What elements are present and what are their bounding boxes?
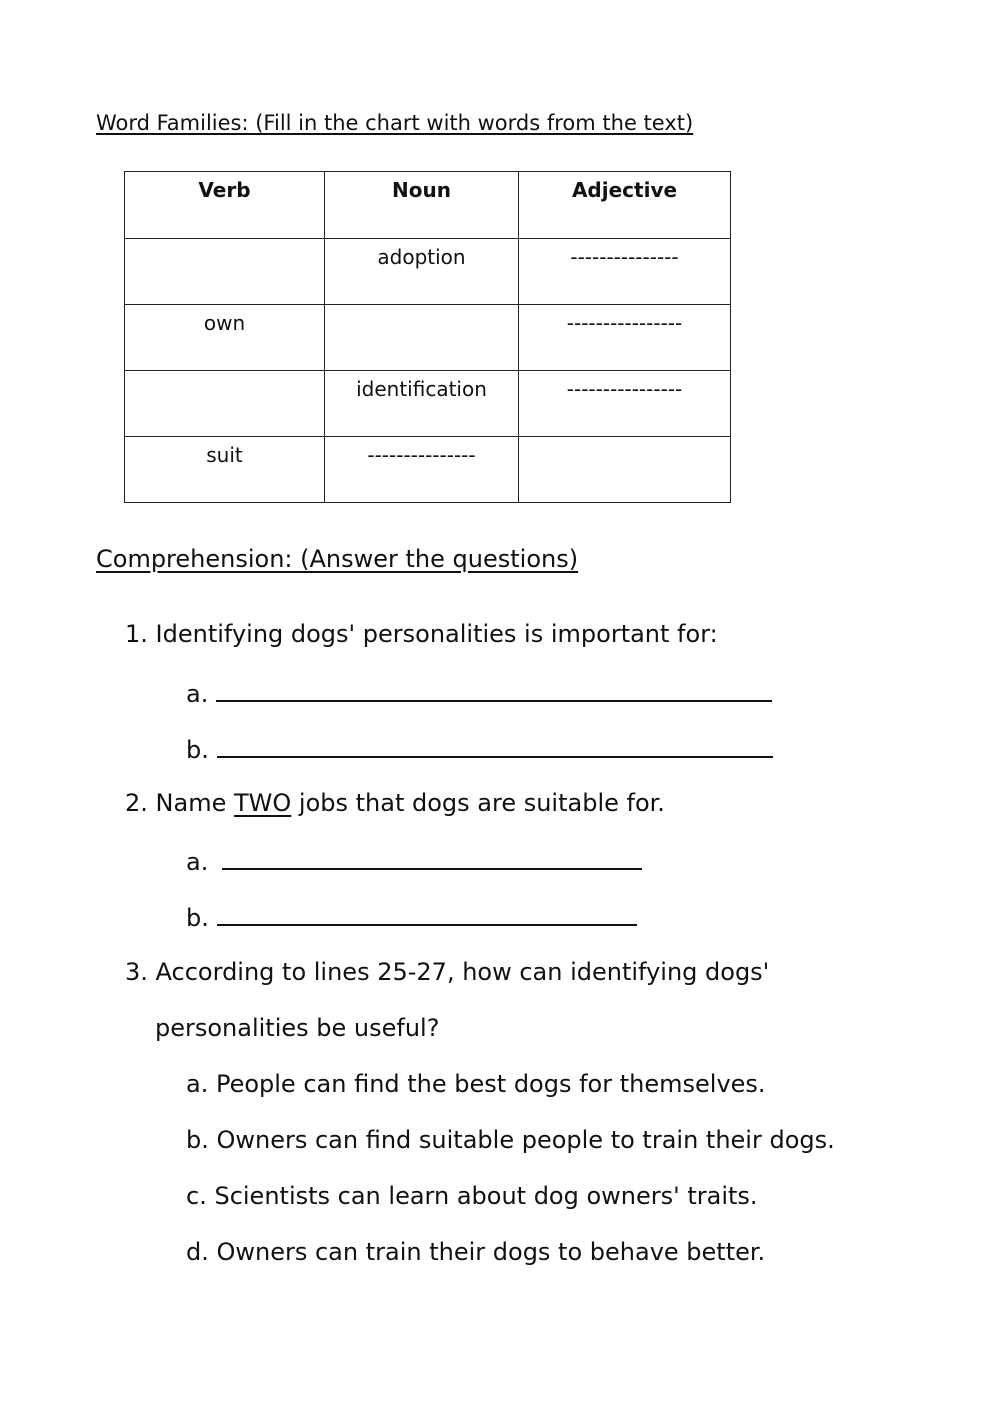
header-verb: Verb <box>125 172 325 239</box>
question-text: According to lines 25-27, how can identifying dogs' <box>155 958 770 986</box>
cell-verb: own <box>125 305 325 371</box>
option-letter: a. <box>186 848 209 876</box>
question-number: 2. <box>125 789 148 817</box>
answer-blank[interactable] <box>216 678 772 702</box>
q3-option-c[interactable]: c. Scientists can learn about dog owners' traits. <box>186 1182 758 1210</box>
cell-verb[interactable] <box>125 239 325 305</box>
q3-option-d[interactable]: d. Owners can train their dogs to behave better. <box>186 1238 766 1266</box>
q1-answer-b <box>186 734 773 764</box>
comprehension-heading: Comprehension: (Answer the questions) <box>96 545 579 573</box>
word-families-table <box>124 171 731 503</box>
cell-adjective: ---------------- <box>519 371 731 437</box>
cell-verb: suit <box>125 437 325 503</box>
question-2 <box>125 789 665 817</box>
table-row <box>125 371 731 437</box>
question-number: 1. <box>125 620 148 648</box>
question-text: Identifying dogs' personalities is important for: <box>155 620 718 648</box>
emphasis-two: TWO <box>233 789 292 817</box>
question-3 <box>125 958 769 986</box>
question-text: Name TWO jobs that dogs are suitable for. <box>155 789 665 817</box>
q3-option-a[interactable]: a. People can find the best dogs for themselves. <box>186 1070 766 1098</box>
option-letter: b. <box>186 736 209 764</box>
cell-adjective: --------------- <box>519 239 731 305</box>
word-families-heading: Word Families: (Fill in the chart with words from the text) <box>96 111 694 135</box>
cell-noun[interactable] <box>325 305 519 371</box>
q3-option-b[interactable]: b. Owners can find suitable people to train their dogs. <box>186 1126 835 1154</box>
table-header-row <box>125 172 731 239</box>
q1-answer-a <box>186 678 772 708</box>
answer-blank[interactable] <box>217 902 637 926</box>
question-1 <box>125 620 718 648</box>
q2-answer-b <box>186 902 637 932</box>
question-3-continued: personalities be useful? <box>155 1014 440 1042</box>
table-row <box>125 437 731 503</box>
q2-answer-a <box>186 846 642 876</box>
answer-blank[interactable] <box>217 734 773 758</box>
header-adjective: Adjective <box>519 172 731 239</box>
cell-adjective[interactable] <box>519 437 731 503</box>
cell-noun: adoption <box>325 239 519 305</box>
cell-adjective: ---------------- <box>519 305 731 371</box>
cell-verb[interactable] <box>125 371 325 437</box>
option-letter: a. <box>186 680 209 708</box>
table-row <box>125 305 731 371</box>
cell-noun: --------------- <box>325 437 519 503</box>
answer-blank[interactable] <box>222 846 642 870</box>
option-letter: b. <box>186 904 209 932</box>
cell-noun: identification <box>325 371 519 437</box>
question-number: 3. <box>125 958 148 986</box>
header-noun: Noun <box>325 172 519 239</box>
table-row <box>125 239 731 305</box>
